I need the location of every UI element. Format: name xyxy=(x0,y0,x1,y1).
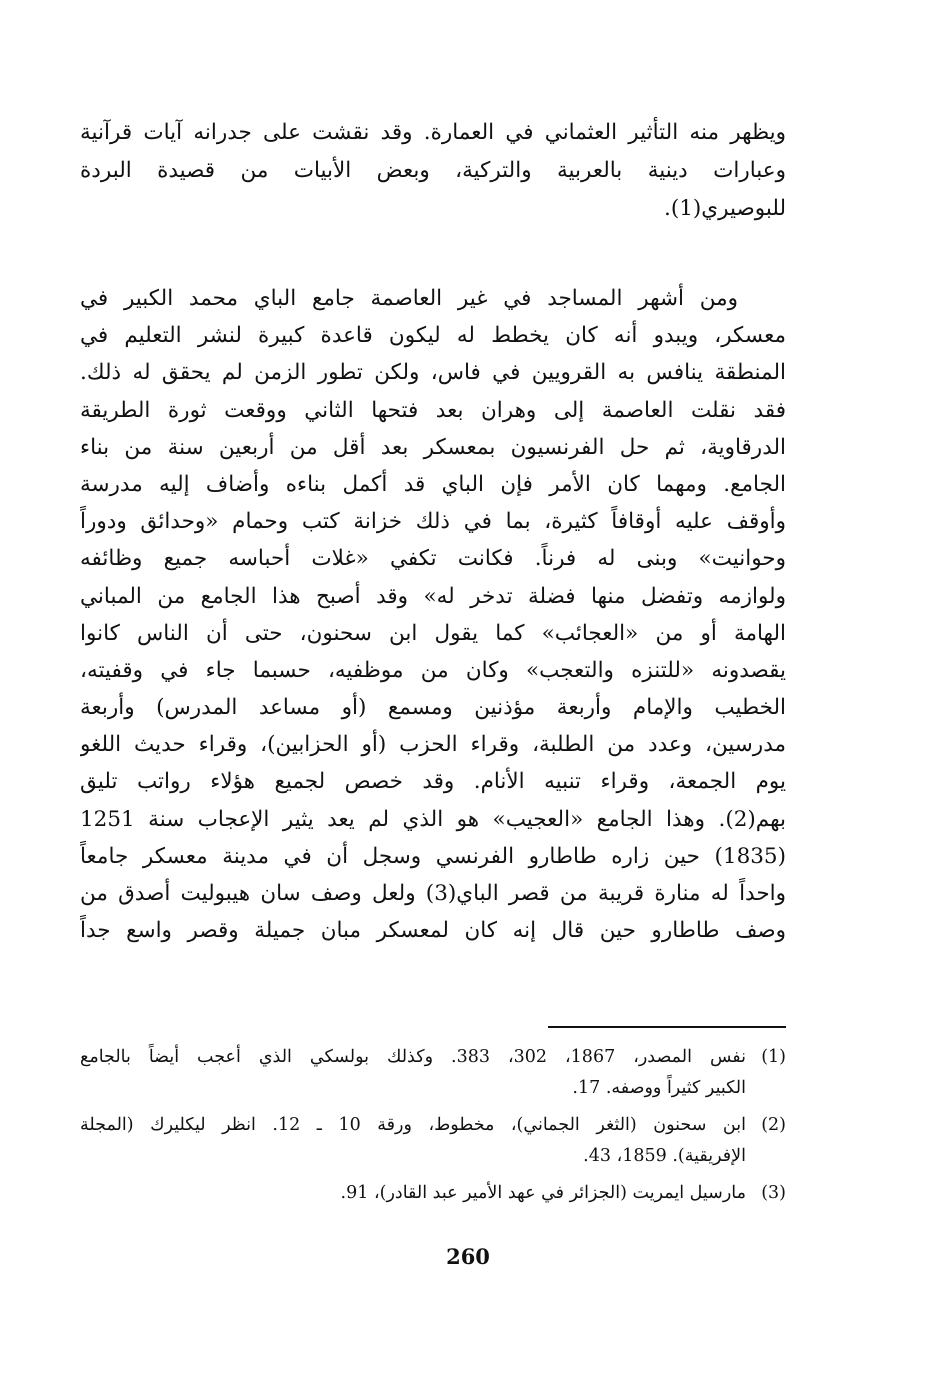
footnote-line: مارسيل ايمريت (الجزائر في عهد الأمير عبد القادر)، 91. xyxy=(340,1183,746,1203)
text-line: ولوازمه وتفضل منها فضلة تدخر له» وقد أصبح هذا الجامع من المباني xyxy=(80,583,786,609)
footnote-line: الكبير كثيراً ووصفه. 17. xyxy=(572,1078,746,1098)
footnote-separator xyxy=(548,1026,786,1028)
text-line: المنطقة ينافس به القرويين في فاس، ولكن تطور الزمن لم يحقق له ذلك. xyxy=(80,360,786,386)
footnotes xyxy=(80,1042,786,1209)
footnote-number: (2) xyxy=(761,1115,786,1135)
footnote-number: (3) xyxy=(761,1183,786,1203)
footnote-line: الإفريقية). 1859، 43. xyxy=(583,1146,746,1166)
page-number: 260 xyxy=(446,1244,490,1269)
text-line: واحداً له منارة قريبة من قصر الباي(3) ولعل وصف سان هيبوليت أصدق من xyxy=(80,881,786,906)
footnote xyxy=(80,1042,786,1104)
text-line: وصف طاطارو حين قال إنه كان لمعسكر مبان جميلة وقصر واسع جداً xyxy=(80,918,786,944)
text-line: للبوصيري(1). xyxy=(663,196,786,221)
text-line: (1835) حين زاره طاطارو الفرنسي وسجل أن في مدينة معسكر جامعاً xyxy=(80,843,786,869)
text-line: بهم(2). وهذا الجامع «العجيب» هو الذي لم يعد يثير الإعجاب سنة 1251 xyxy=(80,806,786,832)
text-line: مدرسين، وعدد من الطلبة، وقراء الحزب (أو الحزابين)، وقراء حديث اللغو xyxy=(80,732,786,758)
text-line: ويظهر منه التأثير العثماني في العمارة. وقد نقشت على جدرانه آيات قرآنية xyxy=(80,120,786,145)
footnote-line: نفس المصدر، 1867، 302، 383. وكذلك بولسكي الذي أعجب أيضاً بالجامع xyxy=(80,1047,746,1067)
text-line: وحوانيت» وبنى له فرناً. فكانت تكفي «غلات أحباسه جميع وظائفه xyxy=(80,546,786,572)
text-line: ومن أشهر المساجد في غير العاصمة جامع الباي محمد الكبير في xyxy=(80,286,738,311)
text-line: الجامع. ومهما كان الأمر فإن الباي قد أكمل بناءه وأضاف إليه مدرسة xyxy=(80,471,786,497)
text-line: معسكر، ويبدو أنه كان يخطط له ليكون قاعدة كبيرة لنشر التعليم في xyxy=(80,323,786,349)
text-line: يقصدونه «للتنزه والتعجب» وكان من موظفيه، حسبما جاء في وقفيته، xyxy=(80,657,786,683)
text-line: فقد نقلت العاصمة إلى وهران بعد فتحها الثاني ووقعت ثورة الطريقة xyxy=(80,397,786,423)
footnote-line: ابن سحنون (الثغر الجماني)، مخطوط، ورقة 10 ـ 12. انظر ليكليرك (المجلة xyxy=(80,1115,746,1135)
footnote-number: (1) xyxy=(761,1047,786,1067)
text-line: يوم الجمعة، وقراء تنبيه الأنام. وقد خصص لجميع هؤلاء رواتب تليق xyxy=(80,769,786,795)
text-line: الخطيب والإمام وأربعة مؤذنين ومسمع (أو مساعد المدرس) وأربعة xyxy=(80,695,786,721)
text-line: وعبارات دينية بالعربية والتركية، وبعض الأبيات من قصيدة البردة xyxy=(80,158,786,183)
paragraph-2 xyxy=(80,280,786,949)
paragraph-1 xyxy=(80,114,786,228)
footnote xyxy=(80,1178,786,1209)
text-line: وأوقف عليه أوقافاً كثيرة، بما في ذلك خزانة كتب وحمام «وحدائق ودوراً xyxy=(80,509,786,535)
text-line: الهامة أو من «العجائب» كما يقول ابن سحنون، حتى أن الناس كانوا xyxy=(80,620,786,646)
footnote xyxy=(80,1110,786,1172)
text-line: الدرقاوية، ثم حل الفرنسيون بمعسكر بعد أقل من أربعين سنة من بناء xyxy=(80,434,786,460)
